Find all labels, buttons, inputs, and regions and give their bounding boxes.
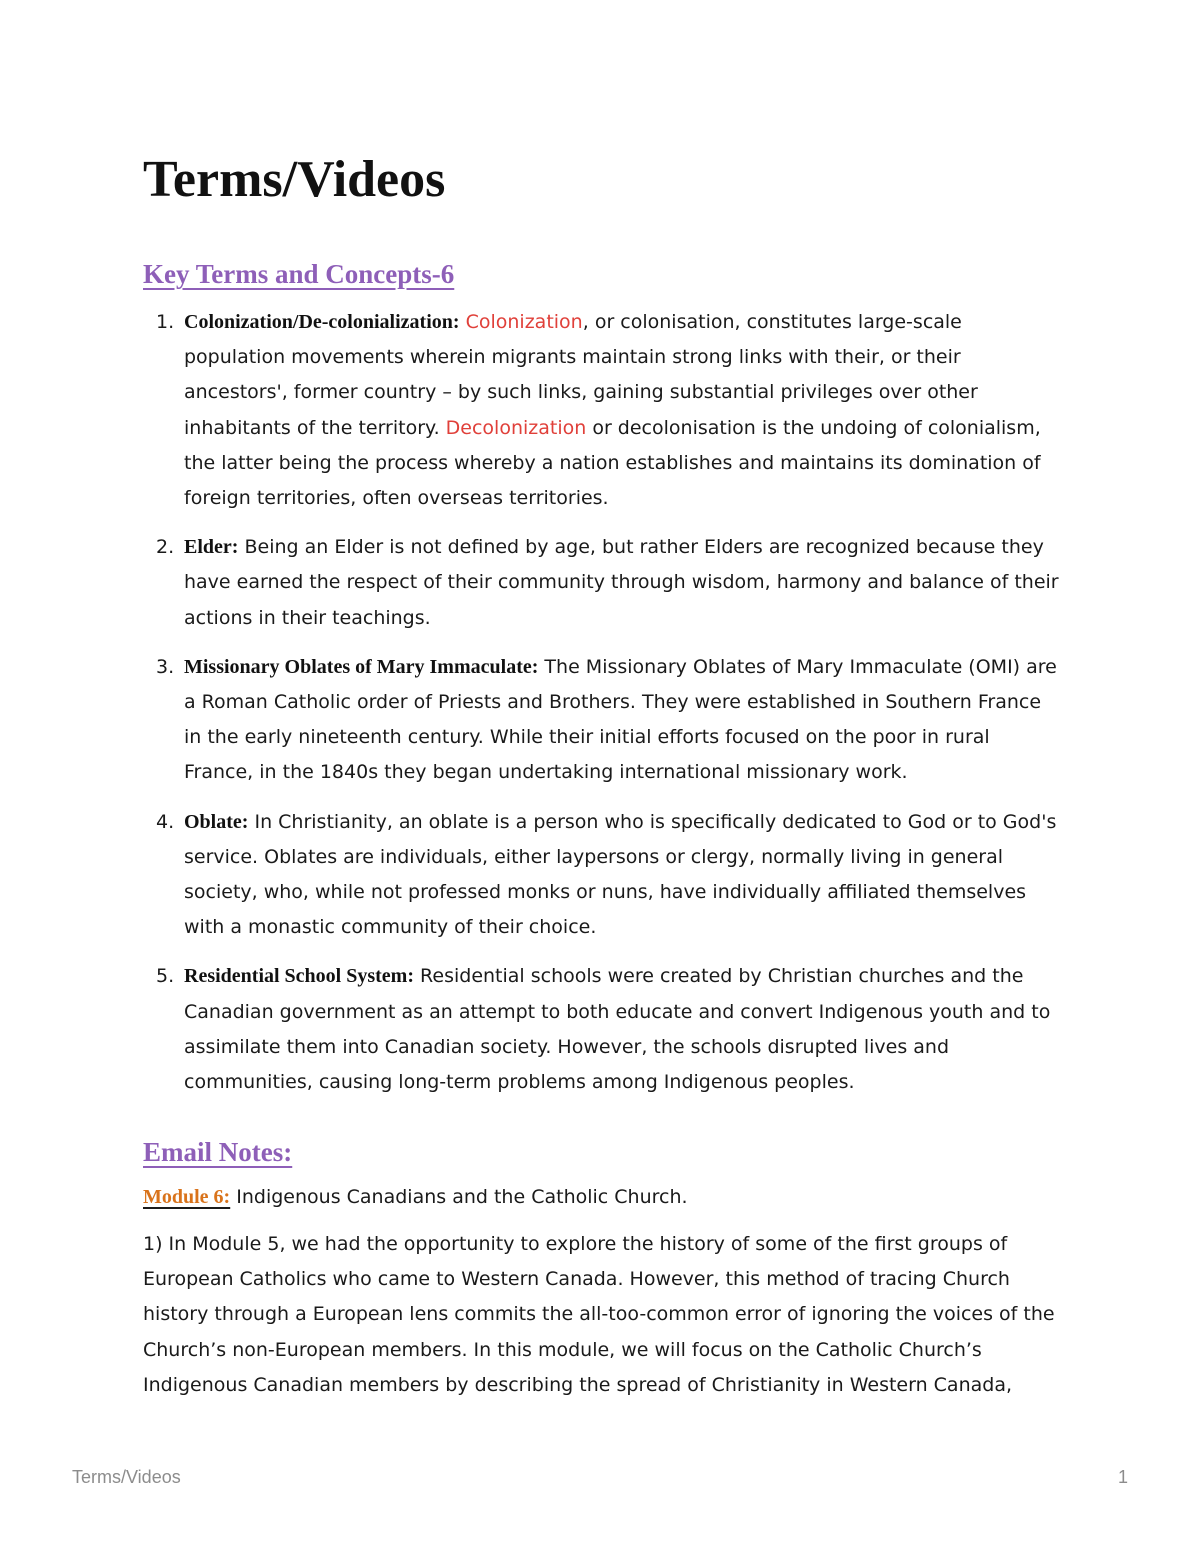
term-label: Residential School System: bbox=[184, 965, 414, 988]
term-text: , or colonisation, constitutes large-scale population movements wherein migrants maintain strong links with their, or their ancestors', former country – by such links, gaining substantial privileges over other inhabitants of the territory. bbox=[184, 311, 978, 439]
term-label: Elder: bbox=[184, 536, 239, 559]
module-line bbox=[143, 1180, 688, 1215]
term-highlight: Colonization bbox=[465, 311, 583, 333]
page-title: Terms/Videos bbox=[143, 151, 446, 208]
term-highlight: Decolonization bbox=[445, 416, 587, 439]
term-number: 1. bbox=[156, 311, 175, 333]
term-item bbox=[143, 305, 1063, 516]
term-item bbox=[143, 650, 1063, 791]
email-paragraph: 1) In Module 5, we had the opportunity to explore the history of some of the first groups of European Catholics who came to Western Canada. However, this method of tracing Church history through a European lens commits the all-too-common error of ignoring the voices of the Church’s non-European members. In this module, we will focus on the Catholic Church’s Indigenous Canadian members by describing the spread of Christianity in Western Canada, bbox=[143, 1233, 1055, 1396]
term-label: Missionary Oblates of Mary Immaculate: bbox=[184, 655, 539, 678]
term-text: Residential schools were created by Christian churches and the Canadian government as an attempt to both educate and convert Indigenous youth and to assimilate them into Canadian society. However, the schools disrupted lives and communities, causing long-term problems among Indigenous peoples. bbox=[184, 965, 1051, 1094]
term-number: 4. bbox=[156, 810, 175, 833]
term-text: Being an Elder is not defined by age, but rather Elders are recognized because they have earned the respect of their community through wisdom, harmony and balance of their actions in their teachings. bbox=[184, 536, 1059, 629]
term-item bbox=[143, 530, 1063, 636]
key-terms-heading: Key Terms and Concepts-6 bbox=[143, 259, 455, 289]
email-notes-heading: Email Notes: bbox=[143, 1137, 293, 1167]
term-item bbox=[143, 805, 1063, 946]
module-title: Indigenous Canadians and the Catholic Church. bbox=[230, 1186, 688, 1208]
term-number: 2. bbox=[156, 536, 175, 559]
term-text: or decolonisation is the undoing of colonialism, the latter being the process whereby a nation establishes and maintains its domination of foreign territories, often overseas territories. bbox=[184, 416, 1041, 510]
term-number: 5. bbox=[156, 965, 175, 988]
page-number: 1 bbox=[1117, 1467, 1128, 1487]
term-item bbox=[143, 959, 1063, 1100]
term-label: Oblate: bbox=[184, 810, 249, 833]
term-text: The Missionary Oblates of Mary Immaculate (OMI) are a Roman Catholic order of Priests and Brothers. They were established in Southern France in the early nineteenth century. While their initial efforts focused on the poor in rural France, in the 1840s they began undertaking international missionary work. bbox=[184, 655, 1057, 784]
key-terms-list bbox=[143, 305, 1063, 1114]
term-label: Colonization/De-colonialization: bbox=[184, 311, 460, 333]
footer-title: Terms/Videos bbox=[72, 1467, 181, 1487]
term-text: In Christianity, an oblate is a person who is specifically dedicated to God or to God's service. Oblates are individuals, either laypersons or clergy, normally living in general society, who, while not professed monks or nuns, have individually affiliated themselves with a monastic community of their choice. bbox=[184, 810, 1057, 939]
module-label: Module 6: bbox=[143, 1186, 231, 1208]
term-number: 3. bbox=[156, 655, 175, 678]
